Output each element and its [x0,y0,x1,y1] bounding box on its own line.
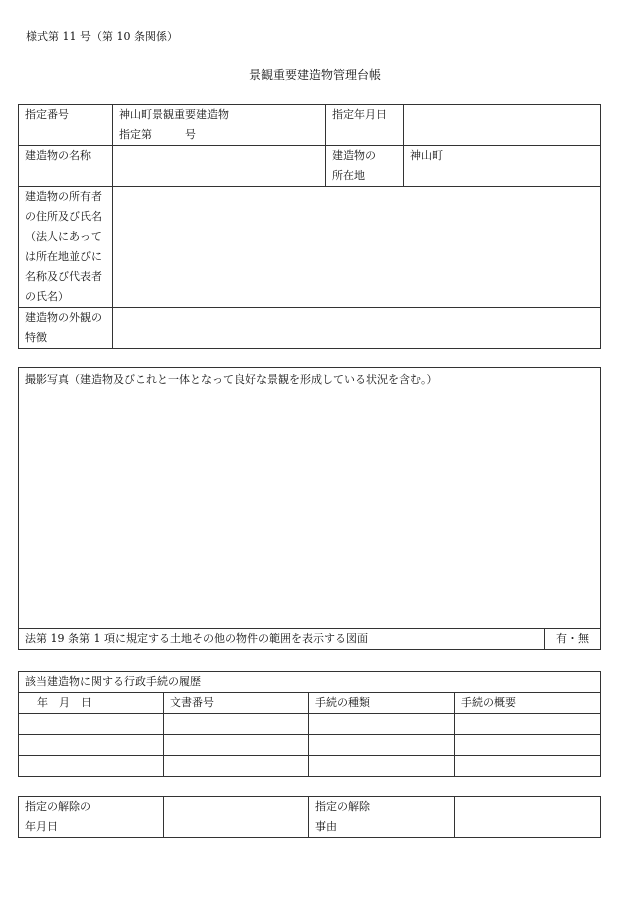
appearance-label [19,308,113,349]
history-cell[interactable] [19,714,164,735]
photo-area[interactable] [19,368,601,629]
designation-date-field[interactable] [404,105,601,146]
photo-table [18,367,601,650]
owner-label-line: の氏名） [25,290,69,303]
building-name-field[interactable] [113,146,326,187]
designation-number-line2: 指定第 号 [119,128,196,141]
cancellation-reason-label-line2: 事由 [315,820,337,833]
location-field[interactable]: 神山町 [404,146,601,187]
table-row [19,756,601,777]
appearance-field[interactable] [113,308,601,349]
table-row [19,735,601,756]
history-cell[interactable] [455,735,601,756]
history-cell[interactable] [19,756,164,777]
form-number: 様式第 11 号（第 10 条関係） [26,30,178,43]
cancellation-reason-label-line1: 指定の解除 [315,800,370,813]
column-header-date: 年 月 日 [19,693,164,714]
cancellation-table [18,796,601,838]
cancellation-date-label [19,797,164,838]
history-cell[interactable] [455,756,601,777]
building-name-label: 建造物の名称 [19,146,113,187]
history-cell[interactable] [164,756,309,777]
cancellation-date-label-line2: 年月日 [25,820,58,833]
cancellation-reason-field[interactable] [455,797,601,838]
designation-number-line1: 神山町景観重要建造物 [119,108,229,121]
cancellation-reason-label [309,797,455,838]
column-header-procedure-type: 手続の種類 [309,693,455,714]
designation-date-label: 指定年月日 [326,105,404,146]
appearance-label-line2: 特徴 [25,331,47,344]
map-row [19,629,601,650]
column-header-document-number: 文書番号 [164,693,309,714]
history-cell[interactable] [309,714,455,735]
history-cell[interactable] [19,735,164,756]
history-cell[interactable] [164,714,309,735]
appearance-row [19,308,601,349]
photo-row [19,368,601,629]
map-label: 法第 19 条第 1 項に規定する土地その他の物件の範囲を表示する図面 [19,629,545,650]
history-cell[interactable] [164,735,309,756]
history-header-row [19,693,601,714]
history-table [18,671,601,777]
owner-label-line: の住所及び氏名 [25,210,102,223]
history-title-row [19,672,601,693]
cancellation-row [19,797,601,838]
building-name-row [19,146,601,187]
owner-row [19,187,601,308]
map-presence-field[interactable]: 有・無 [545,629,601,650]
location-label [326,146,404,187]
document-title: 景観重要建造物管理台帳 [248,68,381,82]
history-title: 該当建造物に関する行政手続の履歴 [19,672,601,693]
history-cell[interactable] [309,735,455,756]
owner-label-line: 建造物の所有者 [25,190,102,203]
owner-label-line: （法人にあって [25,230,102,243]
history-cell[interactable] [309,756,455,777]
owner-label-line: は所在地並びに [25,250,102,263]
designation-number-cell[interactable] [113,105,326,146]
photo-caption: 撮影写真（建造物及びこれと一体となって良好な景観を形成している状況を含む。） [25,373,438,386]
location-label-line1: 建造物の [332,149,376,162]
owner-label [19,187,113,308]
column-header-procedure-summary: 手続の概要 [455,693,601,714]
building-info-table [18,104,601,349]
owner-field[interactable] [113,187,601,308]
cancellation-date-label-line1: 指定の解除の [25,800,91,813]
owner-label-line: 名称及び代表者 [25,270,102,283]
location-label-line2: 所在地 [332,169,365,182]
cancellation-date-field[interactable] [164,797,309,838]
designation-row [19,105,601,146]
designation-number-label: 指定番号 [19,105,113,146]
appearance-label-line1: 建造物の外観の [25,311,102,324]
history-cell[interactable] [455,714,601,735]
table-row [19,714,601,735]
